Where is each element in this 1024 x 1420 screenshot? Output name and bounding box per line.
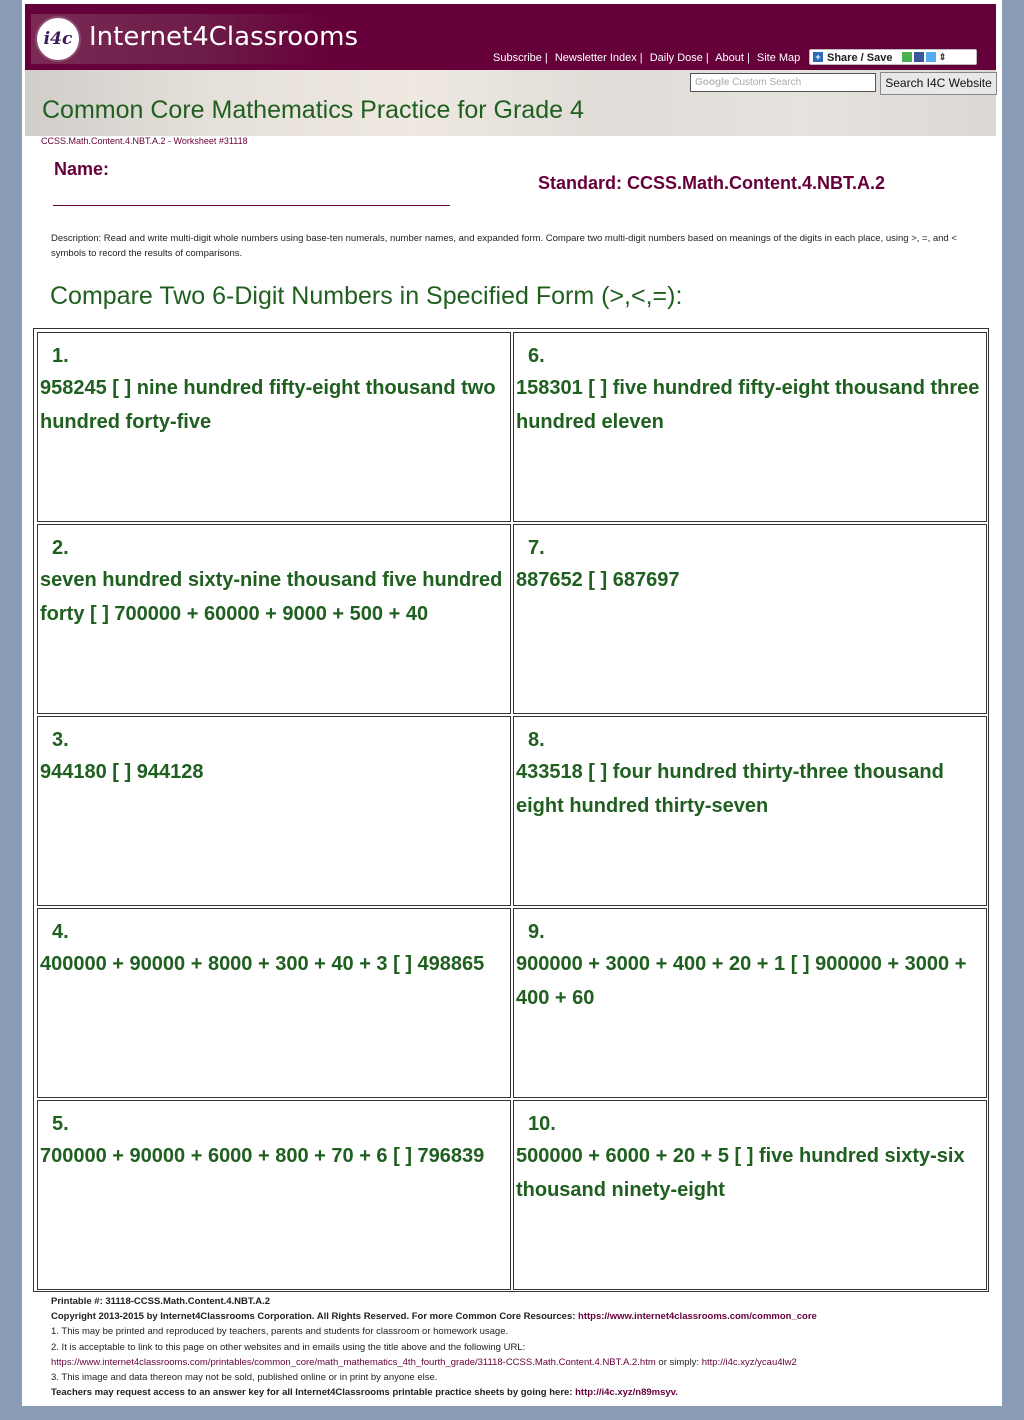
nav-link-about[interactable]: About bbox=[715, 52, 744, 64]
search-input[interactable] bbox=[690, 73, 876, 92]
search-button[interactable]: Search I4C Website bbox=[880, 72, 997, 95]
problem-number: 2. bbox=[52, 537, 69, 559]
problem-text: seven hundred sixty-nine thousand five hundred forty [ ] 700000 + 60000 + 9000 + 500 + 40 bbox=[40, 569, 503, 625]
problem-cell bbox=[37, 332, 511, 522]
top-nav: Subscribe | Newsletter Index | Daily Dose | About | Site Map bbox=[493, 52, 801, 64]
answer-key-text: Teachers may request access to an answer key for all Internet4Classrooms printable practice sheets by going here: bbox=[51, 1387, 576, 1399]
problem-cell bbox=[37, 1100, 511, 1290]
facebook-icon[interactable] bbox=[914, 52, 924, 62]
twitter-icon[interactable] bbox=[926, 52, 936, 62]
footer bbox=[51, 1294, 991, 1400]
nav-link-newsletter-index[interactable]: Newsletter Index bbox=[554, 52, 637, 64]
name-writing-line bbox=[53, 205, 450, 206]
printable-number: Printable #: 31118-CCSS.Math.Content.4.NBT.A.2 bbox=[51, 1296, 271, 1307]
problem-cell bbox=[513, 332, 987, 522]
problem-number: 6. bbox=[528, 345, 545, 367]
worksheet-page bbox=[22, 0, 1002, 1406]
short-url-link[interactable]: http://i4c.xyz/ycau4lw2 bbox=[701, 1356, 797, 1368]
logo-mark: i4c bbox=[35, 16, 81, 62]
email-share-icon[interactable] bbox=[902, 52, 912, 62]
site-header bbox=[25, 4, 996, 70]
search-placeholder: Custom Search bbox=[732, 77, 802, 88]
problem-grid bbox=[33, 328, 989, 1292]
problem-cell bbox=[37, 716, 511, 906]
plus-icon: + bbox=[813, 52, 823, 62]
problem-text: 500000 + 6000 + 20 + 5 [ ] five hundred sixty-six thousand ninety-eight bbox=[516, 1145, 965, 1201]
standard-label: Standard: CCSS.Math.Content.4.NBT.A.2 bbox=[538, 173, 886, 193]
problem-text: 900000 + 3000 + 400 + 20 + 1 [ ] 900000 + 3000 + 400 + 60 bbox=[516, 953, 967, 1009]
site-logo[interactable] bbox=[31, 14, 358, 64]
usage-note-1: 1. This may be printed and reproduced by teachers, parents and students for classroom or homework usage. bbox=[51, 1326, 509, 1338]
copyright-line bbox=[51, 1309, 991, 1324]
problem-text: 887652 [ ] 687697 bbox=[516, 569, 680, 591]
worksheet-url-link[interactable]: https://www.internet4classrooms.com/printables/common_core/math_mathematics_4th_fourth_grade/31118-CCSS.Math.Content.4.NBT.A.2.htm bbox=[51, 1356, 656, 1368]
problem-cell bbox=[513, 1100, 987, 1290]
url-line bbox=[51, 1355, 991, 1370]
share-label: Share / Save bbox=[827, 52, 893, 64]
nav-link-site-map[interactable]: Site Map bbox=[756, 52, 801, 64]
problem-number: 5. bbox=[52, 1113, 69, 1135]
problem-text: 958245 [ ] nine hundred fifty-eight thousand two hundred forty-five bbox=[40, 377, 496, 433]
problem-cell bbox=[37, 524, 511, 714]
problem-text: 400000 + 90000 + 8000 + 300 + 40 + 3 [ ] 498865 bbox=[40, 953, 485, 975]
usage-note-3: 3. This image and data thereon may not be sold, published online or in print by anyone else. bbox=[51, 1372, 438, 1384]
page-title: Common Core Mathematics Practice for Grade 4 bbox=[42, 96, 584, 124]
problem-number: 7. bbox=[528, 537, 545, 559]
section-title: Compare Two 6-Digit Numbers in Specified Form (>,<,=): bbox=[50, 282, 683, 310]
nav-link-subscribe[interactable]: Subscribe bbox=[493, 52, 542, 64]
nav-link-daily-dose[interactable]: Daily Dose bbox=[649, 52, 703, 64]
problem-number: 8. bbox=[528, 729, 545, 751]
google-logo: Google bbox=[695, 77, 730, 88]
answer-key-line bbox=[51, 1385, 991, 1400]
problem-cell bbox=[513, 908, 987, 1098]
problem-text: 158301 [ ] five hundred fifty-eight thousand three hundred eleven bbox=[516, 377, 980, 433]
share-save-button[interactable] bbox=[809, 49, 977, 65]
description: Description: Read and write multi-digit whole numbers using base-ten numerals, number names, and expanded form. Compare two multi-digit numbers based on meanings of the digits in each place, using >, =, and < symbols to record the results of comparisons. bbox=[51, 233, 957, 259]
breadcrumb: CCSS.Math.Content.4.NBT.A.2 - Worksheet #31118 bbox=[41, 136, 248, 146]
problem-number: 9. bbox=[528, 921, 545, 943]
problem-text: 700000 + 90000 + 6000 + 800 + 70 + 6 [ ] 796839 bbox=[40, 1145, 485, 1167]
logo-text: Internet4Classrooms bbox=[89, 22, 358, 52]
answer-key-link[interactable]: http://i4c.xyz/n89msyv. bbox=[575, 1387, 678, 1399]
problem-cell bbox=[513, 716, 987, 906]
or-simply-text: or simply: bbox=[655, 1356, 702, 1368]
copyright-text: Copyright 2013-2015 by Internet4Classrooms Corporation. All Rights Reserved. For more Common Core Resources: bbox=[51, 1311, 579, 1323]
problem-cell bbox=[37, 908, 511, 1098]
name-label: Name: bbox=[54, 159, 110, 179]
usage-note-2: 2. It is acceptable to link to this page on other websites and in emails using the title above and the following URL: bbox=[51, 1341, 526, 1353]
common-core-link[interactable]: https://www.internet4classrooms.com/common_core bbox=[578, 1311, 817, 1323]
problem-number: 1. bbox=[52, 345, 69, 367]
problem-number: 4. bbox=[52, 921, 69, 943]
problem-text: 433518 [ ] four hundred thirty-three thousand eight hundred thirty-seven bbox=[516, 761, 944, 817]
problem-number: 10. bbox=[528, 1113, 556, 1135]
chevron-updown-icon[interactable]: ⇕ bbox=[938, 52, 947, 62]
problem-text: 944180 [ ] 944128 bbox=[40, 761, 204, 783]
problem-cell bbox=[513, 524, 987, 714]
problem-number: 3. bbox=[52, 729, 69, 751]
